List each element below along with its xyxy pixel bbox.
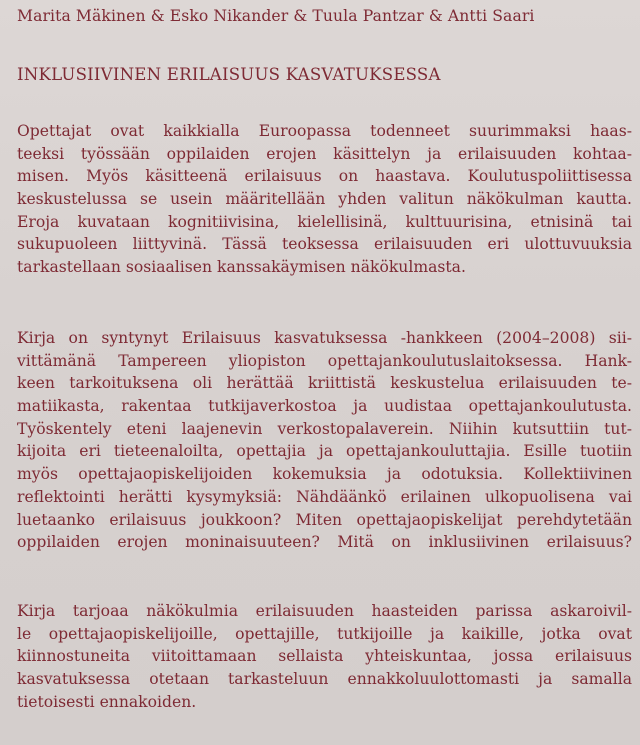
text-line: myös opettajaopiskelijoiden kokemuksia ja odotuksia. Kollektiivinen [17,465,632,484]
book-title: INKLUSIIVINEN ERILAISUUS KASVATUKSESSA [17,65,441,84]
text-line: sukupuoleen liittyvinä. Tässä teoksessa erilaisuuden eri ulottuvuuksia [17,235,632,254]
text-line: vittämänä Tampereen yliopiston opettajankoulutuslaitoksessa. Hank- [17,351,632,370]
text-line: Kirja on syntynyt Erilaisuus kasvatuksessa -hankkeen (2004–2008) sii- [17,329,632,347]
text-line: luetaanko erilaisuus joukkoon? Miten opettajaopiskelijat perehdytetään [17,510,632,529]
text-line: teeksi työssään oppilaiden erojen käsittelyn ja erilaisuuden kohtaa- [17,144,632,163]
text-line: tietoisesti ennakoiden. [17,692,197,711]
text-line: keskustelussa se usein määritellään yhden valitun näkökulman kautta. [17,190,632,209]
text-line: Työskentely eteni laajenevin verkostopalaverein. Niihin kutsuttiin tut- [17,419,632,438]
paragraph-2 [17,327,632,554]
paragraph-1 [17,120,632,279]
text-line: tarkastellaan sosiaalisen kanssakäymisen näkökulmasta. [17,258,466,277]
text-line: kiinnostuneita viitoittamaan sellaista yhteiskuntaa, jossa erilaisuus [17,647,632,666]
text-line: kijoita eri tieteenaloilta, opettajia ja opettajankouluttajia. Esille tuotiin [17,442,632,461]
paragraph-3 [17,600,632,713]
text-line: keen tarkoituksena oli herättää kriittistä keskustelua erilaisuuden te- [17,374,632,393]
text-line: matiikasta, rakentaa tutkijaverkostoa ja uudistaa opettajankoulutusta. [17,397,632,416]
text-line: Opettajat ovat kaikkialla Euroopassa todenneet suurimmaksi haas- [17,122,632,140]
text-line: kasvatuksessa otetaan tarkasteluun ennakkoluulottomasti ja samalla [17,670,632,689]
text-line: reflektointi herätti kysymyksiä: Nähdäänkö erilainen ulkopuolisena vai [17,487,632,506]
text-line: oppilaiden erojen moninaisuuteen? Mitä on inklusiivinen erilaisuus? [17,533,632,552]
text-line: Kirja tarjoaa näkökulmia erilaisuuden haasteiden parissa askaroivil- [17,602,632,620]
text-line: Eroja kuvataan kognitiivisina, kielellisinä, kulttuurisina, etnisinä tai [17,212,632,231]
author-names: Marita Mäkinen & Esko Nikander & Tuula Pantzar & Antti Saari [17,7,535,25]
text-line: le opettajaopiskelijoille, opettajille, tutkijoille ja kaikille, jotka ovat [17,624,632,643]
text-line: misen. Myös käsitteenä erilaisuus on haastava. Koulutuspoliittisessa [17,167,632,186]
